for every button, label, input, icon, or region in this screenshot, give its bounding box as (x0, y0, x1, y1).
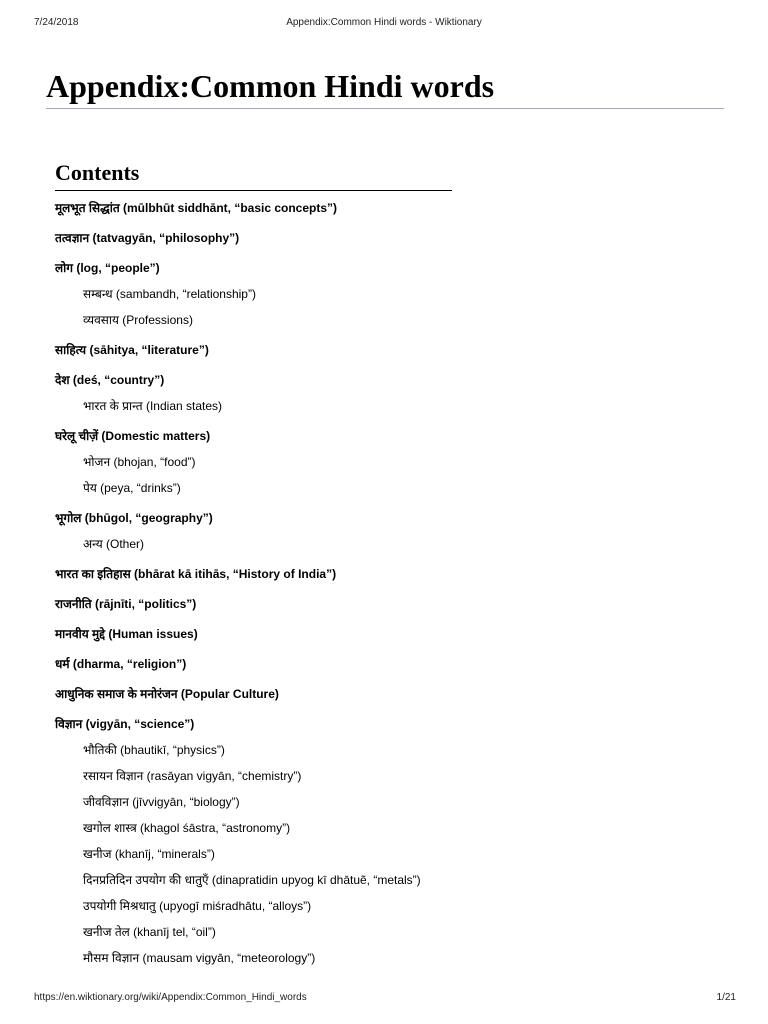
toc-item[interactable] (55, 342, 452, 359)
toc-list (55, 200, 452, 967)
toc-item[interactable] (55, 428, 452, 445)
toc-link[interactable]: भारत के प्रान्त (Indian states) (83, 399, 223, 413)
toc-link[interactable]: तत्वज्ञान (tatvagyān, “philosophy”) (55, 231, 240, 245)
toc-subitem[interactable] (55, 820, 452, 837)
toc-item[interactable] (55, 686, 452, 703)
toc-subitem[interactable] (55, 846, 452, 863)
toc-item[interactable] (55, 230, 452, 247)
toc-link[interactable]: खगोल शास्त्र (khagol śāstra, “astronomy”) (83, 821, 291, 835)
toc-link[interactable]: लोग (log, “people”) (55, 261, 160, 275)
toc-item[interactable] (55, 510, 452, 527)
toc-item[interactable] (55, 656, 452, 673)
toc-subitem[interactable] (55, 950, 452, 967)
print-url: https://en.wiktionary.org/wiki/Appendix:Common_Hindi_words (34, 992, 307, 1003)
toc-link[interactable]: विज्ञान (vigyān, “science”) (55, 717, 195, 731)
toc-link[interactable]: भूगोल (bhūgol, “geography”) (55, 511, 213, 525)
toc-subitem[interactable] (55, 480, 452, 497)
toc-link[interactable]: मूलभूत सिद्धांत (mūlbhūt siddhānt, “basic concepts”) (55, 201, 338, 215)
print-page-title: Appendix:Common Hindi words - Wiktionary (286, 17, 482, 28)
toc-item[interactable] (55, 716, 452, 733)
toc-item[interactable] (55, 200, 452, 217)
toc-link[interactable]: धर्म (dharma, “religion”) (55, 657, 187, 671)
toc-link[interactable]: घरेलू चीज़ें (Domestic matters) (55, 429, 211, 443)
table-of-contents (55, 158, 452, 967)
toc-subitem[interactable] (55, 536, 452, 553)
toc-link[interactable]: मौसम विज्ञान (mausam vigyān, “meteorology”) (83, 951, 316, 965)
toc-link[interactable]: भारत का इतिहास (bhārat kā itihās, “History of India”) (55, 567, 337, 581)
page-title: Appendix:Common Hindi words (46, 66, 724, 109)
toc-link[interactable]: आधुनिक समाज के मनोरंजन (Popular Culture) (55, 687, 279, 701)
toc-item[interactable] (55, 372, 452, 389)
toc-item[interactable] (55, 566, 452, 583)
toc-item[interactable] (55, 596, 452, 613)
toc-link[interactable]: पेय (peya, “drinks”) (83, 481, 181, 495)
toc-link[interactable]: राजनीति (rājnīti, “politics”) (55, 597, 197, 611)
toc-subitem[interactable] (55, 312, 452, 329)
toc-link[interactable]: देश (deś, “country”) (55, 373, 165, 387)
toc-link[interactable]: खनीज (khanīj, “minerals”) (83, 847, 215, 861)
toc-subitem[interactable] (55, 898, 452, 915)
toc-link[interactable]: भोजन (bhojan, “food”) (83, 455, 196, 469)
toc-link[interactable]: खनीज तेल (khanīj tel, “oil”) (83, 925, 216, 939)
toc-subitem[interactable] (55, 742, 452, 759)
toc-link[interactable]: जीवविज्ञान (jīvvigyān, “biology”) (83, 795, 240, 809)
toc-heading: Contents (55, 158, 452, 191)
toc-subitem[interactable] (55, 286, 452, 303)
print-date: 7/24/2018 (34, 17, 79, 28)
toc-link[interactable]: उपयोगी मिश्रधातु (upyogī miśradhātu, “alloys”) (83, 899, 312, 913)
toc-subitem[interactable] (55, 794, 452, 811)
toc-subitem[interactable] (55, 872, 452, 889)
toc-subitem[interactable] (55, 924, 452, 941)
toc-link[interactable]: साहित्य (sāhitya, “literature”) (55, 343, 209, 357)
toc-subitem[interactable] (55, 768, 452, 785)
print-footer (0, 992, 768, 1006)
toc-link[interactable]: भौतिकी (bhautikī, “physics”) (83, 743, 225, 757)
toc-item[interactable] (55, 260, 452, 277)
toc-link[interactable]: रसायन विज्ञान (rasāyan vigyān, “chemistry”) (83, 769, 302, 783)
toc-link[interactable]: सम्बन्ध (sambandh, “relationship”) (83, 287, 256, 301)
toc-link[interactable]: दिनप्रतिदिन उपयोग की धातुएँ (dinapratidin upyog kī dhātuẽ, “metals”) (83, 873, 421, 887)
toc-link[interactable]: व्यवसाय (Professions) (83, 313, 193, 327)
toc-link[interactable]: मानवीय मुद्दे (Human issues) (55, 627, 198, 641)
toc-link[interactable]: अन्य (Other) (83, 537, 145, 551)
page-number: 1/21 (716, 992, 736, 1003)
toc-subitem[interactable] (55, 398, 452, 415)
toc-item[interactable] (55, 626, 452, 643)
print-header (0, 17, 768, 31)
toc-subitem[interactable] (55, 454, 452, 471)
